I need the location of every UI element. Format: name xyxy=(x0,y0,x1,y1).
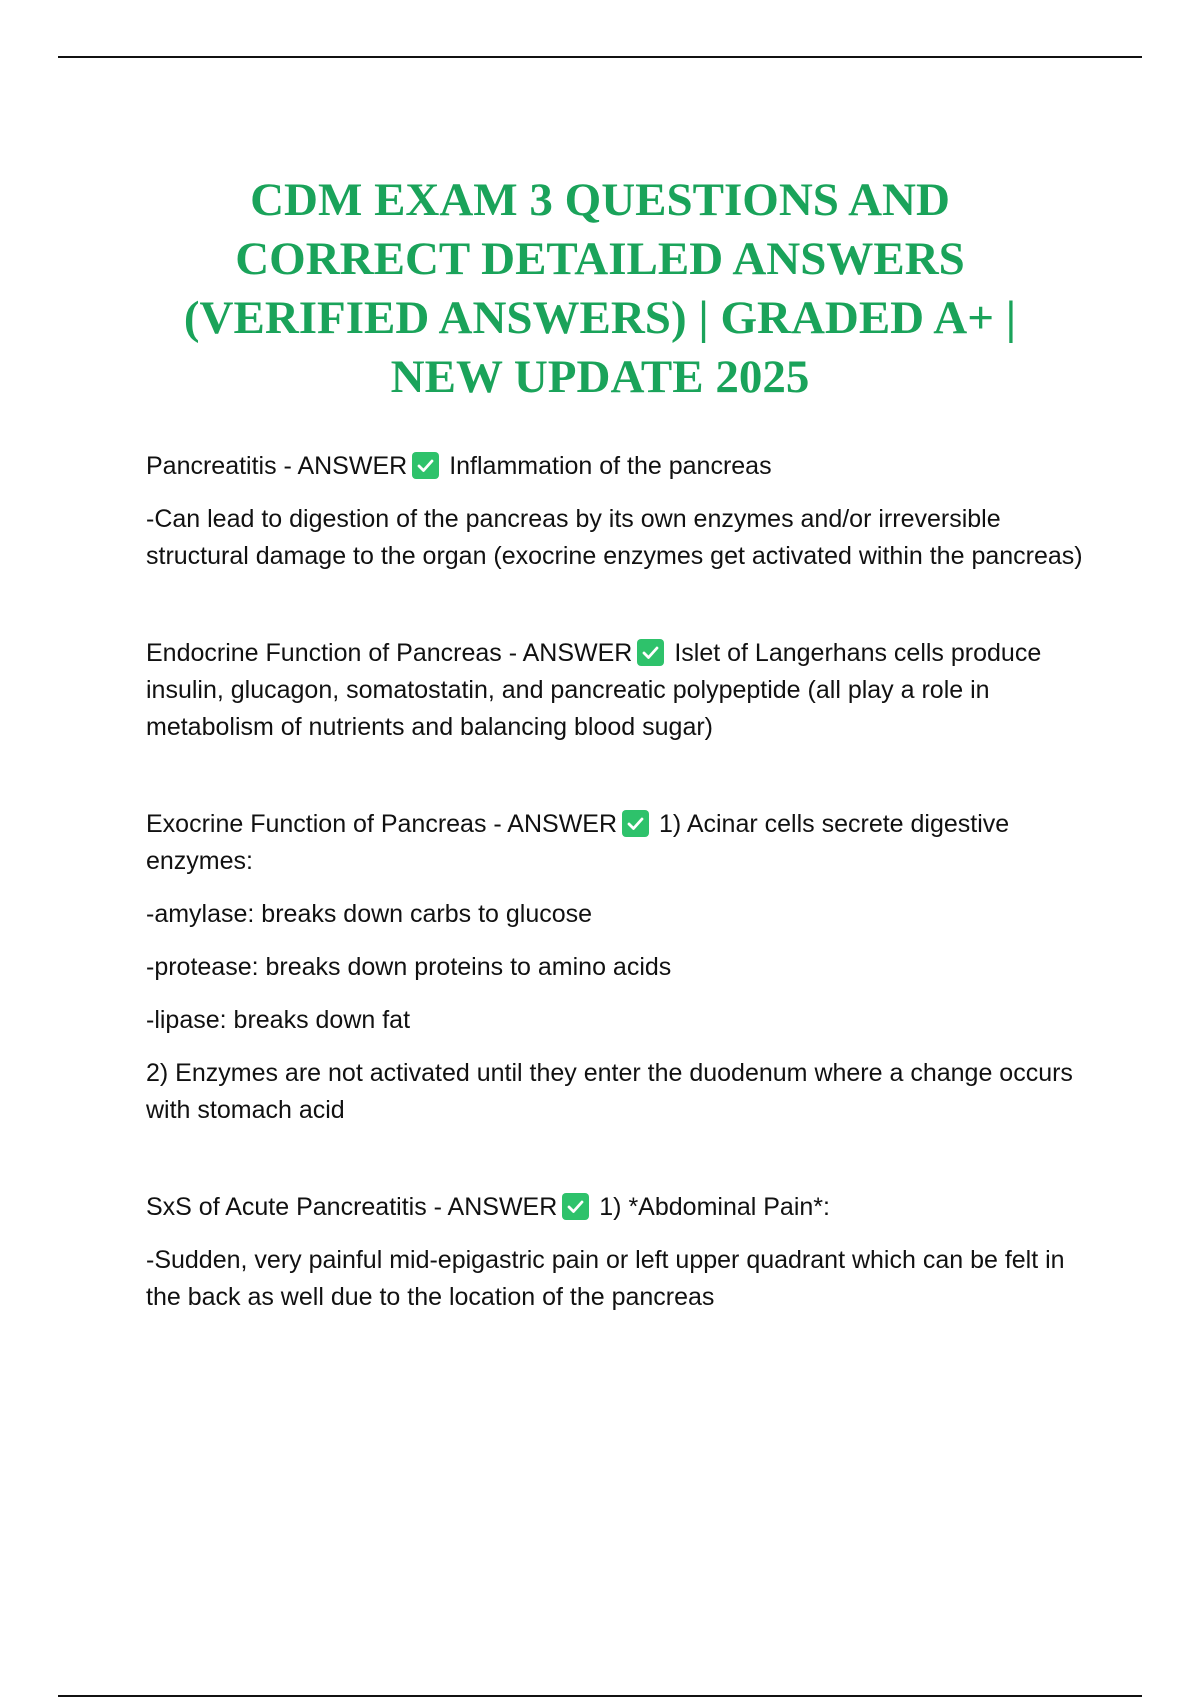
title-line: NEW UPDATE 2025 xyxy=(390,351,810,404)
qa-entry-exocrine xyxy=(146,806,1086,1129)
top-rule xyxy=(58,56,1142,58)
question-text: Pancreatitis - ANSWER xyxy=(146,452,408,480)
answer-text: 1) Acinar cells secrete digestive enzymes: xyxy=(146,810,1010,875)
qa-entry-pancreatitis xyxy=(146,448,1086,575)
qa-entry-endocrine xyxy=(146,635,1086,746)
answer-detail: -protease: breaks down proteins to amino acids xyxy=(146,953,672,981)
title-line: (VERIFIED ANSWERS) | GRADED A+ | xyxy=(183,292,1017,345)
bottom-rule xyxy=(58,1695,1142,1697)
question-line xyxy=(146,448,1086,485)
question-line xyxy=(146,635,1086,746)
title-line: CORRECT DETAILED ANSWERS xyxy=(235,233,965,286)
question-line xyxy=(146,806,1086,880)
question-line xyxy=(146,1189,1086,1226)
check-mark-icon xyxy=(412,452,439,479)
question-text: Endocrine Function of Pancreas - ANSWER xyxy=(146,639,633,667)
check-mark-icon xyxy=(622,810,649,837)
answer-detail: 2) Enzymes are not activated until they enter the duodenum where a change occurs with stomach acid xyxy=(146,1059,1073,1124)
answer-detail: -Can lead to digestion of the pancreas by its own enzymes and/or irreversible structural damage to the organ (exocrine enzymes get activated within the pancreas) xyxy=(146,505,1083,570)
question-text: Exocrine Function of Pancreas - ANSWER xyxy=(146,810,618,838)
answer-text: 1) *Abdominal Pain*: xyxy=(599,1193,830,1221)
answer-detail: -lipase: breaks down fat xyxy=(146,1006,411,1034)
question-text: SxS of Acute Pancreatitis - ANSWER xyxy=(146,1193,558,1221)
answer-detail: -amylase: breaks down carbs to glucose xyxy=(146,900,593,928)
answer-text: Inflammation of the pancreas xyxy=(449,452,772,480)
check-mark-icon xyxy=(562,1193,589,1220)
qa-content xyxy=(146,448,1086,1316)
answer-detail: -Sudden, very painful mid-epigastric pain or left upper quadrant which can be felt in the back as well due to the location of the pancreas xyxy=(146,1246,1065,1311)
check-mark-icon xyxy=(637,639,664,666)
qa-entry-sxs-acute xyxy=(146,1189,1086,1316)
title-line: CDM EXAM 3 QUESTIONS AND xyxy=(250,174,950,227)
document-title xyxy=(150,171,1050,407)
answer-text: Islet of Langerhans cells produce insulin, glucagon, somatostatin, and pancreatic polypeptide (all play a role in metabolism of nutrients and balancing blood sugar) xyxy=(146,639,1042,741)
